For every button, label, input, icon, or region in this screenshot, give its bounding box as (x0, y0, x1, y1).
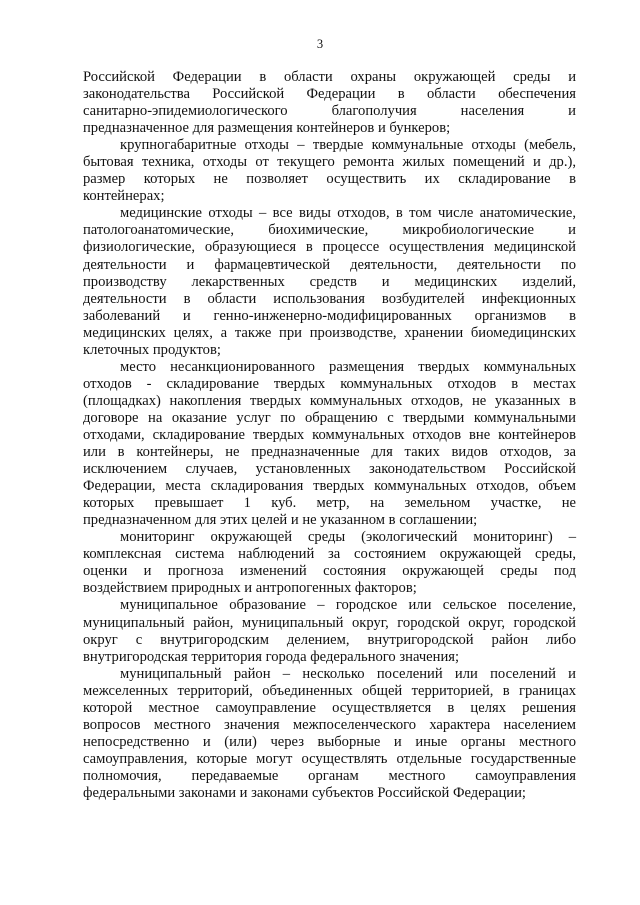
text-line: исключением случаев, установленных законодательством Российской (83, 461, 576, 478)
text-line: которых превышает 1 куб. метр, на земельном участке, не (83, 495, 576, 512)
text-line: деятельности и фармацевтической деятельности, деятельности по (83, 256, 576, 273)
text-line: деятельности в области использования возбудителей инфекционных (83, 290, 576, 307)
text-line: воздействием природных и антропогенных факторов; (83, 580, 417, 597)
text-line: санитарно-эпидемиологического благополучия населения и (83, 103, 576, 120)
text-line: межселенных территорий, объединенных общей территорией, в границах (83, 682, 576, 699)
text-line: вопросов местного значения межпоселенческого характера населением (83, 716, 576, 733)
text-line: бытовая техника, отходы от текущего ремонта жилых помещений и др.), (83, 154, 576, 171)
text-line: Федерации, места складирования твердых коммунальных отходов, объем (83, 478, 576, 495)
text-line: самоуправления, которые могут осуществлять отдельные государственные (83, 750, 576, 767)
text-line: договоре на оказание услуг по обращению с твердыми коммунальными (83, 409, 576, 426)
text-line: округ с внутригородским делением, внутригородской район либо (83, 631, 576, 648)
text-line: предназначенное для размещения контейнеров и бункеров; (83, 120, 451, 137)
text-line: федеральными законами и законами субъектов Российской Федерации; (83, 784, 526, 801)
text-line: клеточных продуктов; (83, 341, 221, 358)
text-line: законодательства Российской Федерации в области обеспечения (83, 86, 576, 103)
text-line: предназначенном для этих целей и не указанном в соглашении; (83, 512, 478, 529)
text-line: патологоанатомические, биохимические, микробиологические и (83, 222, 576, 239)
text-line: муниципальный район, муниципальный округ, городской округ, городской (83, 614, 576, 631)
text-line: отходами, складирование твердых коммунальных отходов вне контейнеров (83, 426, 576, 443)
text-line: или в контейнеры, не предназначенные для таких видов отходов, за (83, 444, 576, 461)
text-line: мониторинг окружающей среды (экологический мониторинг) – (120, 529, 576, 546)
text-line: заболеваний и генно-инженерно-модифицированных организмов в (83, 307, 576, 324)
text-line: производству лекарственных средств и медицинских изделий, (83, 273, 576, 290)
text-line: Российской Федерации в области охраны окружающей среды и (83, 69, 576, 85)
text-line: муниципальный район – несколько поселений или поселений и (120, 665, 576, 682)
page-number: 3 (316, 37, 324, 51)
text-line: размер которых не позволяет осуществить их складирование в (83, 171, 576, 188)
text-line: комплексная система наблюдений за состоянием окружающей среды, (83, 546, 576, 563)
text-line: контейнерах; (83, 188, 165, 205)
text-line: которой местное самоуправление осуществляется в целях решения (83, 699, 576, 716)
text-line: оценки и прогноза изменений состояния окружающей среды под (83, 563, 576, 580)
text-line: (площадках) накопления твердых коммунальных отходов, не указанных в (83, 392, 576, 409)
text-line: крупногабаритные отходы – твердые коммунальные отходы (мебель, (120, 137, 576, 154)
text-line: полномочия, передаваемые органам местного самоуправления (83, 767, 576, 784)
text-line: отходов - складирование твердых коммунальных отходов в местах (83, 375, 576, 392)
text-line: физиологические, образующиеся в процессе осуществления медицинской (83, 239, 576, 256)
text-line: внутригородская территория города федерального значения; (83, 648, 460, 665)
text-line: место несанкционированного размещения твердых коммунальных (120, 358, 576, 375)
text-line: медицинских целях, а также при производстве, хранении биомедицинских (83, 324, 576, 341)
document-body (83, 69, 576, 802)
text-line: медицинские отходы – все виды отходов, в том числе анатомические, (120, 205, 576, 222)
text-line: муниципальное образование – городское или сельское поселение, (120, 597, 576, 614)
text-line: непосредственно и (или) через выборные и иные органы местного (83, 733, 576, 750)
